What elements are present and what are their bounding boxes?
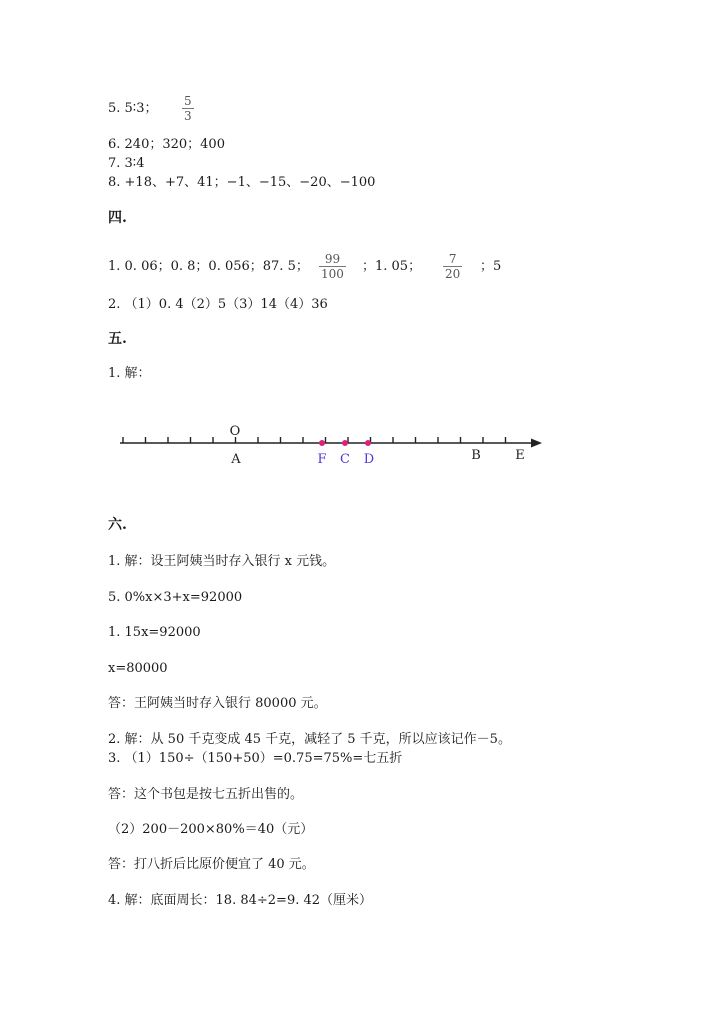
number-line bbox=[110, 416, 550, 472]
fraction-5-3 bbox=[182, 94, 194, 123]
label-f: F bbox=[317, 452, 327, 467]
answer-4-1-part-a: 1. 0. 06；0. 8；0. 056；87. 5； bbox=[108, 259, 309, 274]
answer-6-1-step-1: 5. 0%x×3+x=92000 bbox=[108, 590, 243, 605]
fraction-numerator: 5 bbox=[184, 94, 192, 108]
answer-6-1: 1. 解：设王阿姨当时存入银行 x 元钱。 bbox=[108, 554, 336, 569]
answer-6-3-conclusion-2: 答：打八折后比原价便宜了 40 元。 bbox=[108, 857, 315, 872]
answer-6-3-conclusion-1: 答：这个书包是按七五折出售的。 bbox=[108, 787, 304, 802]
point-f bbox=[319, 440, 325, 446]
fraction-numerator: 7 bbox=[448, 252, 457, 266]
answer-5: 5. 5∶3； bbox=[108, 101, 158, 116]
answer-6-1-conclusion: 答：王阿姨当时存入银行 80000 元。 bbox=[108, 696, 327, 711]
section-heading-6: 六. bbox=[108, 517, 127, 533]
label-origin: O bbox=[229, 424, 241, 439]
label-c: C bbox=[340, 452, 350, 467]
point-c bbox=[342, 440, 348, 446]
arrow-head-icon bbox=[531, 439, 542, 448]
answer-4-1-part-b: ；1. 05； bbox=[362, 259, 422, 274]
fraction-denominator: 100 bbox=[321, 267, 344, 281]
answer-8: 8. +18、+7、41；−1、−15、−20、−100 bbox=[108, 175, 376, 190]
fraction-denominator: 20 bbox=[445, 267, 461, 281]
section-heading-5: 五. bbox=[108, 331, 127, 347]
fraction-denominator: 3 bbox=[184, 109, 192, 123]
label-a: A bbox=[231, 452, 241, 467]
label-b: B bbox=[471, 448, 481, 463]
answer-6-3-part-1: 3. （1）150÷（150+50）=0.75=75%=七五折 bbox=[108, 751, 403, 766]
fraction-99-100 bbox=[319, 252, 346, 281]
answer-7: 7. 3∶4 bbox=[108, 156, 145, 171]
label-d: D bbox=[363, 452, 375, 467]
answer-6-4: 4. 解：底面周长：18. 84÷2=9. 42（厘米） bbox=[108, 893, 373, 908]
answer-5-1: 1. 解： bbox=[108, 366, 151, 381]
answer-6-1-step-3: x=80000 bbox=[108, 661, 168, 676]
answer-6-2: 2. 解：从 50 千克变成 45 千克，减轻了 5 千克，所以应该记作－5。 bbox=[108, 732, 511, 747]
answer-6-3-part-2: （2）200－200×80%＝40（元） bbox=[108, 822, 314, 837]
answer-4-1-part-c: ；5 bbox=[480, 259, 502, 274]
point-d bbox=[365, 440, 371, 446]
answer-4-2: 2. （1）0. 4（2）5（3）14（4）36 bbox=[108, 297, 328, 312]
answer-6: 6. 240；320；400 bbox=[108, 137, 225, 152]
fraction-numerator: 99 bbox=[324, 252, 341, 266]
answer-6-1-step-2: 1. 15x=92000 bbox=[108, 625, 201, 640]
section-heading-4: 四. bbox=[108, 210, 127, 226]
fraction-7-20 bbox=[443, 252, 462, 281]
tick-marks bbox=[123, 437, 506, 443]
label-e: E bbox=[515, 448, 525, 463]
